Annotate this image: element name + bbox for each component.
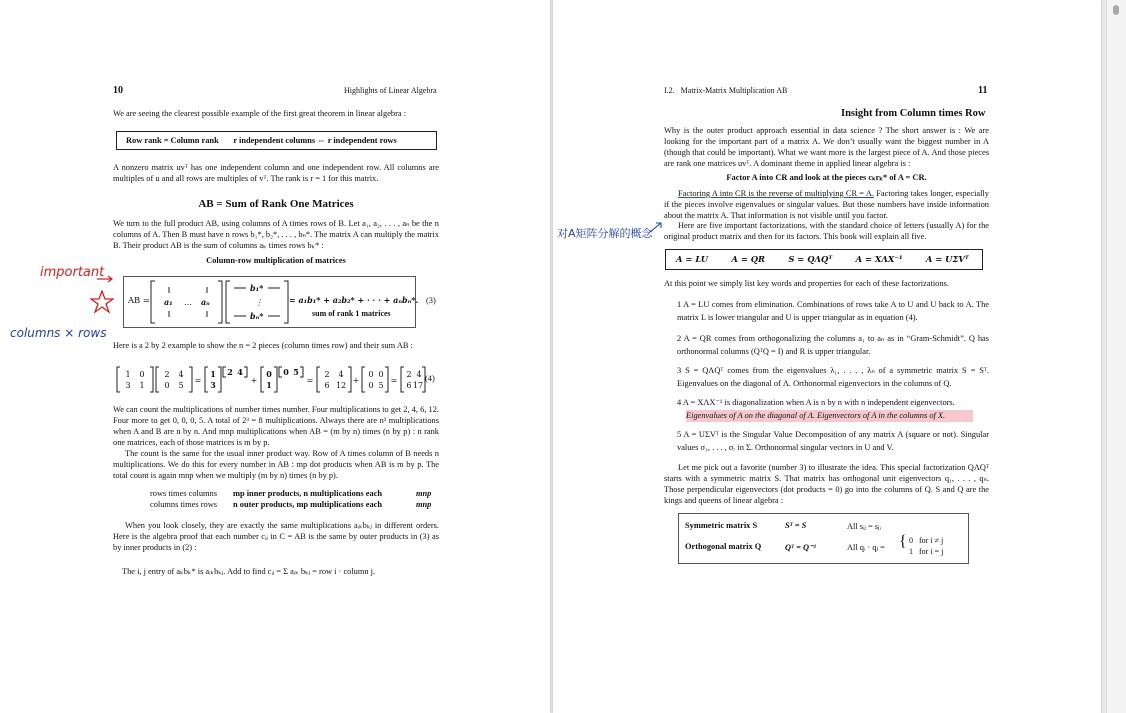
paragraph: Factoring A into CR is the reverse of multiplying CR = A. Factoring takes longer, especially if the pieces involve eigenvalues or singular values. But those numbers have inside information about the matrix A. That information is not visible until you factor. xyxy=(664,189,989,220)
svg-text:=: = xyxy=(306,376,314,385)
subheading: Column-row multiplication of matrices xyxy=(206,256,346,265)
list-item: 1 A = LU comes from elimination. Combinations of rows take A to U and U back to A. The matrix L is lower triangular and U is upper triangular as in equation (4). xyxy=(677,300,989,322)
svg-text:0: 0 xyxy=(139,370,145,379)
svg-text:2: 2 xyxy=(164,370,170,379)
svg-text:5: 5 xyxy=(293,367,299,377)
svg-text:a₁: a₁ xyxy=(164,297,173,307)
table-cell: Orthogonal matrix Q xyxy=(685,542,762,551)
list-item: 5 A = UΣVᵀ is the Singular Value Decomposition of any matrix A (square or not). Singular values σ₁, . . . , σᵣ in Σ. Orthonormal singular vectors in U and V. xyxy=(677,430,989,452)
eq4-matrices xyxy=(116,365,428,395)
highlighted-text: Eigenvalues of A on the diagonal of Λ. Eigenvectors of A in the columns of X. xyxy=(686,410,973,422)
arrow-icon xyxy=(648,220,664,234)
paragraph: A nonzero matrix uvᵀ has one independent column and one independent row. All columns are multiples of u and all rows are multiples of vᵀ. The rank is r = 1 for this matrix. xyxy=(113,163,439,183)
svg-text:1: 1 xyxy=(266,380,272,390)
svg-text:…: … xyxy=(184,298,192,307)
table-cell: All sᵢⱼ = sⱼᵢ xyxy=(847,522,881,531)
eq3-rhs: = a₁b₁* + a₂b₂* + · · · + aₙbₙ*. xyxy=(289,295,419,305)
svg-text:1: 1 xyxy=(139,381,145,390)
eq4-number: (4) xyxy=(425,374,435,383)
table-cell: n outer products, mp multiplications each xyxy=(233,500,383,509)
page-number: 10 xyxy=(113,85,123,96)
eq3-label: AB = xyxy=(128,295,150,305)
section-title: AB = Sum of Rank One Matrices xyxy=(198,198,354,210)
svg-text:12: 12 xyxy=(335,381,347,390)
underlined-text: Factoring A into CR is the reverse of multiplying CR = A. xyxy=(678,189,874,198)
page-number: 11 xyxy=(978,85,988,96)
svg-text:5: 5 xyxy=(378,381,384,390)
paragraph: The count is the same for the usual inner product way. Row of A times column of B needs n multiplications. We do this for every number in AB : mp dot products when AB is m by p. The total count is again mnp when we multiply (m by n) times (n by p). xyxy=(113,449,439,480)
paragraph: We can count the multiplications of number times number. Four multiplications to get 2, 4, 6, 12. Four more to get 0, 0, 0, 5. A total of 2³ = 8 multiplications. Always there are n³ multiplications when A and B are n by n. And mnp multiplications when AB = (m by n) times (n by p) : n rank one matrices, each of those matrices is m by p. xyxy=(113,405,439,447)
eq3-number: (3) xyxy=(426,296,436,305)
svg-text:0: 0 xyxy=(164,381,170,390)
svg-text:1: 1 xyxy=(210,369,216,379)
table-cell: All qᵢ · qⱼ = xyxy=(847,543,885,552)
svg-text:6: 6 xyxy=(406,381,412,390)
running-head: I.2. Matrix-Matrix Multiplication AB xyxy=(664,86,788,95)
svg-text:4: 4 xyxy=(178,370,184,379)
svg-text:0: 0 xyxy=(368,381,374,390)
svg-text:⋮: ⋮ xyxy=(255,298,263,307)
table-cell: Symmetric matrix S xyxy=(685,521,758,530)
table-cell: rows times columns xyxy=(150,489,217,498)
table-cell: Sᵀ = S xyxy=(785,521,807,530)
table-cell: mnp xyxy=(416,489,432,498)
paragraph: Here are five important factorizations, with the standard choice of letters (usually A) for the original product matrix and then for its factors. This book will explain all five. xyxy=(664,221,989,241)
intro-text: We are seeing the clearest possible example of the first great theorem in linear algebra : xyxy=(113,109,407,118)
factorizations-box: A = LU A = QR S = QΛQᵀ A = XΛX⁻¹ A = UΣVᵀ xyxy=(665,249,983,270)
section-heading: Insight from Column times Row xyxy=(841,108,986,119)
paragraph: Here is a 2 by 2 example to show the n = 2 pieces (column times row) and their sum AB : xyxy=(113,341,413,350)
svg-text:1: 1 xyxy=(125,370,131,379)
paragraph: Let me pick out a favorite (number 3) to illustrate the idea. This special factorization QΛQᵀ starts with a symmetric matrix S. That matrix has orthogonal unit eigenvectors q₁, . . . , qₙ. Those perpendicular eigenvectors (dot products = 0) go into the columns of Q. S and Q are the kings and queens of linear algebra : xyxy=(664,463,989,505)
paragraph: When you look closely, they are exactly the same multiplications aᵢₖbₖⱼ in different orders. Here is the algebra proof that each number cᵢⱼ in C = AB is the same by outer products in (3) as by inner products in (2) : xyxy=(113,521,439,552)
svg-text:0: 0 xyxy=(368,370,374,379)
svg-text:6: 6 xyxy=(324,381,330,390)
paragraph: At this point we simply list key words and properties for each of these factorizations. xyxy=(664,279,949,288)
list-item: 4 A = XΛX⁻¹ is diagonalization when A is n by n with n independent eigenvectors. xyxy=(677,398,955,407)
brace-icon: { xyxy=(899,533,907,550)
factor-line: Factor A into CR and look at the pieces cₖrₖ* of A = CR. xyxy=(726,173,927,182)
table-cell: Qᵀ = Q⁻¹ xyxy=(785,543,817,552)
eq3-matrices xyxy=(150,279,290,325)
svg-text:3: 3 xyxy=(210,380,216,390)
final-equation: The i, j entry of aₖbₖ* is aᵢₖbₖⱼ. Add to find cᵢⱼ = Σ aᵢₖ bₖⱼ = row i · column j. xyxy=(122,567,376,576)
scrollbar-thumb[interactable] xyxy=(1113,5,1119,15)
svg-text:b₁*: b₁* xyxy=(250,283,264,293)
scrollbar[interactable] xyxy=(1106,0,1126,713)
handwritten-note-important: important xyxy=(40,265,105,280)
case-line: 1 for i = j xyxy=(909,547,944,556)
svg-text:17: 17 xyxy=(412,381,424,390)
handwritten-note-columns-rows: columns × rows xyxy=(10,326,107,340)
theorem-box: Row rank = Column rank r independent columns ⇔ r independent rows xyxy=(116,131,437,150)
svg-text:2: 2 xyxy=(227,367,233,377)
svg-text:4: 4 xyxy=(338,370,344,379)
svg-text:4: 4 xyxy=(237,367,243,377)
svg-text:+: + xyxy=(250,376,258,385)
handwritten-note-chinese: 对A矩阵分解的概念 xyxy=(557,227,653,240)
arrow-icon xyxy=(96,274,116,284)
table-cell: mnp xyxy=(416,500,432,509)
paragraph: We turn to the full product AB, using columns of A times rows of B. Let a₁, a₂, . . . , aₙ be the n columns of A. Then B must have n rows b₁*, b₂*, . . . , bₙ*. The matrix A can multiply the matrix B. Their product AB is the sum of columns aₖ times rows bₖ* : xyxy=(113,219,439,250)
svg-text:0: 0 xyxy=(283,367,289,377)
svg-text:=: = xyxy=(194,376,202,385)
eq3-caption: sum of rank 1 matrices xyxy=(312,309,391,318)
svg-text:bₙ*: bₙ* xyxy=(250,311,264,321)
svg-text:2: 2 xyxy=(324,370,330,379)
case-line: 0 for i ≠ j xyxy=(909,536,944,545)
right-page xyxy=(553,0,1101,713)
svg-text:4: 4 xyxy=(416,370,422,379)
svg-text:5: 5 xyxy=(178,381,184,390)
svg-text:+: + xyxy=(352,376,360,385)
running-head: Highlights of Linear Algebra xyxy=(344,86,437,95)
svg-text:0: 0 xyxy=(266,369,272,379)
svg-text:2: 2 xyxy=(406,370,412,379)
svg-text:=: = xyxy=(390,376,398,385)
svg-text:0: 0 xyxy=(378,370,384,379)
svg-text:3: 3 xyxy=(125,381,131,390)
paragraph: Why is the outer product approach essential in data science ? The short answer is : We are looking for the important part of a matrix A. We don’t usually want the biggest number in A (though that could be important). What we want more is the largest piece of A. And those pieces are rank one matrices uvᵀ. A dominant theme in applied linear algebra is : xyxy=(664,126,989,168)
left-page xyxy=(0,0,550,713)
table-cell: columns times rows xyxy=(150,500,217,509)
list-item: 2 A = QR comes from orthogonalizing the columns a₁ to aₙ as in “Gram-Schmidt”. Q has orthonormal columns (QᵀQ = I) and R is upper triangular. xyxy=(677,334,989,356)
star-icon xyxy=(90,290,114,314)
table-cell: mp inner products, n multiplications each xyxy=(233,489,383,498)
svg-text:aₙ: aₙ xyxy=(201,297,210,307)
list-item: 3 S = QΛQᵀ comes from the eigenvalues λ₁, . . . , λₙ of a symmetric matrix S = Sᵀ. Eigenvalues on the diagonal of Λ. Orthonormal eigenvectors in the columns of Q. xyxy=(677,366,989,388)
